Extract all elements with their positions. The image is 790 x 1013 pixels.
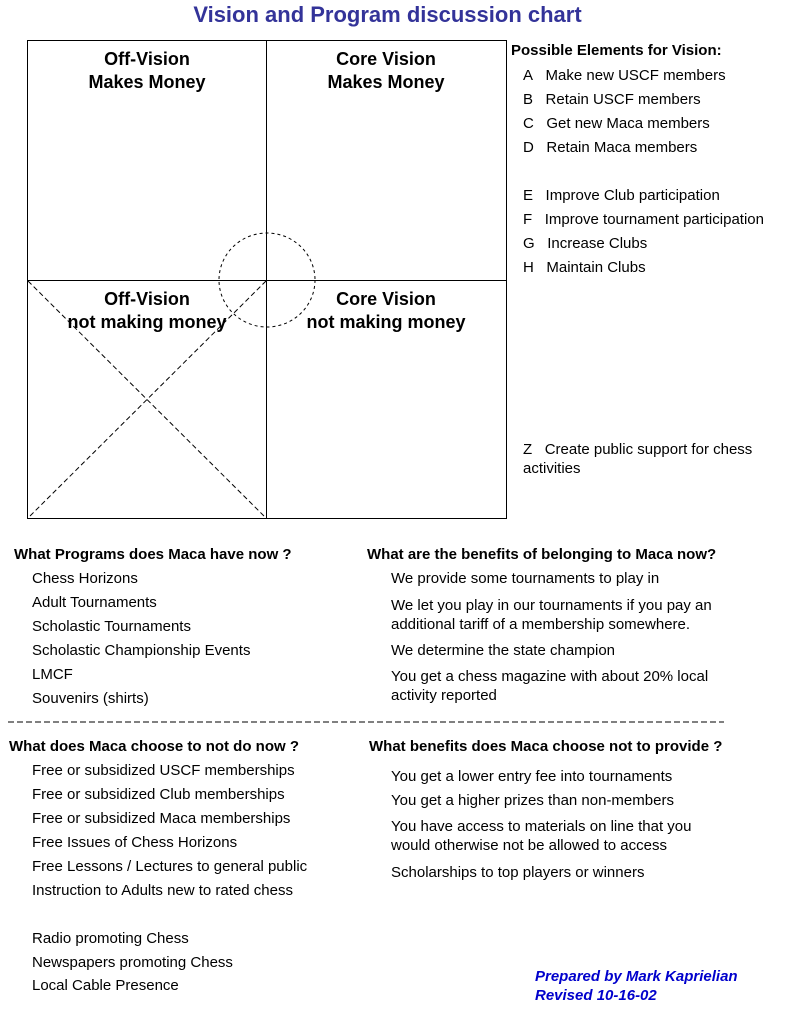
benefit-line: You get a higher prizes than non-members — [391, 792, 674, 809]
footer-credits — [535, 967, 738, 1005]
element-text: Get new Maca members — [546, 115, 710, 132]
not-do-item: Free or subsidized Club memberships — [32, 786, 285, 803]
program-item: Adult Tournaments — [32, 594, 157, 611]
element-letter: H — [523, 259, 534, 276]
element-text: Improve Club participation — [545, 187, 720, 204]
benefits-not-heading: What benefits does Maca choose not to provide ? — [369, 738, 723, 755]
element-text: Retain USCF members — [545, 91, 701, 108]
benefit-line: You get a lower entry fee into tournaments — [391, 768, 673, 785]
vision-element-b — [523, 90, 701, 109]
vision-elements-heading: Possible Elements for Vision: — [511, 42, 722, 59]
element-text: Create public support for chess — [544, 441, 753, 458]
element-letter: C — [523, 115, 534, 132]
quadrant-label-line: Core Vision — [336, 49, 436, 69]
not-do-item: Newspapers promoting Chess — [32, 954, 233, 971]
not-do-item: Free or subsidized USCF memberships — [32, 762, 295, 779]
benefit-line: We provide some tournaments to play in — [391, 570, 660, 587]
quadrant-label-line: not making money — [306, 312, 466, 332]
element-letter: F — [523, 211, 533, 228]
element-letter: Z — [523, 441, 533, 458]
quadrant-label-line: not making money — [67, 312, 227, 332]
programs-now-heading: What Programs does Maca have now ? — [14, 546, 292, 563]
benefit-line: activity reported — [391, 687, 497, 704]
element-letter: E — [523, 187, 534, 204]
benefit-item — [391, 596, 712, 634]
quadrant-label-line: Makes Money — [88, 72, 206, 92]
benefit-item — [391, 569, 659, 588]
element-letter: B — [523, 91, 534, 108]
benefits-now-heading: What are the benefits of belonging to Maca now? — [367, 546, 717, 563]
element-letter: D — [523, 139, 534, 156]
quadrant-label-line: Off-Vision — [104, 49, 190, 69]
benefit-line: additional tariff of a membership somewhere. — [391, 616, 691, 633]
not-do-item: Free Issues of Chess Horizons — [32, 834, 238, 851]
benefit-item — [391, 667, 708, 705]
not-do-item: Radio promoting Chess — [32, 930, 189, 947]
quadrant-label-line: Off-Vision — [104, 289, 190, 309]
not-do-item: Free or subsidized Maca memberships — [32, 810, 291, 827]
benefit-line: Scholarships to top players or winners — [391, 864, 645, 881]
vision-element-z — [523, 440, 752, 459]
benefit-not-item — [391, 791, 674, 810]
program-item: Scholastic Championship Events — [32, 642, 251, 659]
page-title: Vision and Program discussion chart — [193, 2, 582, 27]
benefit-line: We let you play in our tournaments if you pay an — [391, 597, 712, 614]
element-text: Make new USCF members — [545, 67, 726, 84]
benefit-item — [391, 641, 615, 660]
revised-date: Revised 10-16-02 — [535, 987, 657, 1004]
program-item: Souvenirs (shirts) — [32, 690, 149, 707]
not-do-item: Instruction to Adults new to rated chess — [32, 882, 293, 899]
quadrant-bottom-left — [28, 288, 266, 334]
not-do-item: Free Lessons / Lectures to general public — [32, 858, 308, 875]
vision-element-d — [523, 138, 697, 157]
benefit-line: would otherwise not be allowed to access — [391, 837, 667, 854]
quadrant-label-line: Makes Money — [327, 72, 445, 92]
vision-element-c — [523, 114, 710, 133]
section-separator — [8, 721, 724, 723]
element-text: Increase Clubs — [547, 235, 648, 252]
not-do-heading: What does Maca choose to not do now ? — [9, 738, 300, 755]
vision-element-g — [523, 234, 647, 253]
vision-element-e — [523, 186, 720, 205]
vision-element-h — [523, 258, 646, 277]
element-text: Improve tournament participation — [544, 211, 764, 228]
benefit-not-item — [391, 817, 691, 855]
element-letter: A — [523, 67, 534, 84]
benefit-not-item — [391, 863, 644, 882]
benefit-line: You have access to materials on line that you — [391, 818, 692, 835]
benefit-not-item — [391, 767, 672, 786]
prepared-by: Prepared by Mark Kaprielian — [535, 968, 738, 985]
element-text: Retain Maca members — [546, 139, 698, 156]
quadrant-top-right — [267, 48, 505, 94]
program-item: Scholastic Tournaments — [32, 618, 191, 635]
not-do-item: Local Cable Presence — [32, 977, 179, 994]
vision-element-z-continuation: activities — [523, 460, 581, 477]
quadrant-label-line: Core Vision — [336, 289, 436, 309]
benefit-line: You get a chess magazine with about 20% local — [391, 668, 709, 685]
program-item: LMCF — [32, 666, 73, 683]
vision-element-a — [523, 66, 726, 85]
quadrant-top-left — [28, 48, 266, 94]
element-letter: G — [523, 235, 535, 252]
program-item: Chess Horizons — [32, 570, 138, 587]
quadrant-bottom-right — [267, 288, 505, 334]
element-text: Maintain Clubs — [546, 259, 646, 276]
benefit-line: We determine the state champion — [391, 642, 616, 659]
vision-element-f — [523, 210, 764, 229]
